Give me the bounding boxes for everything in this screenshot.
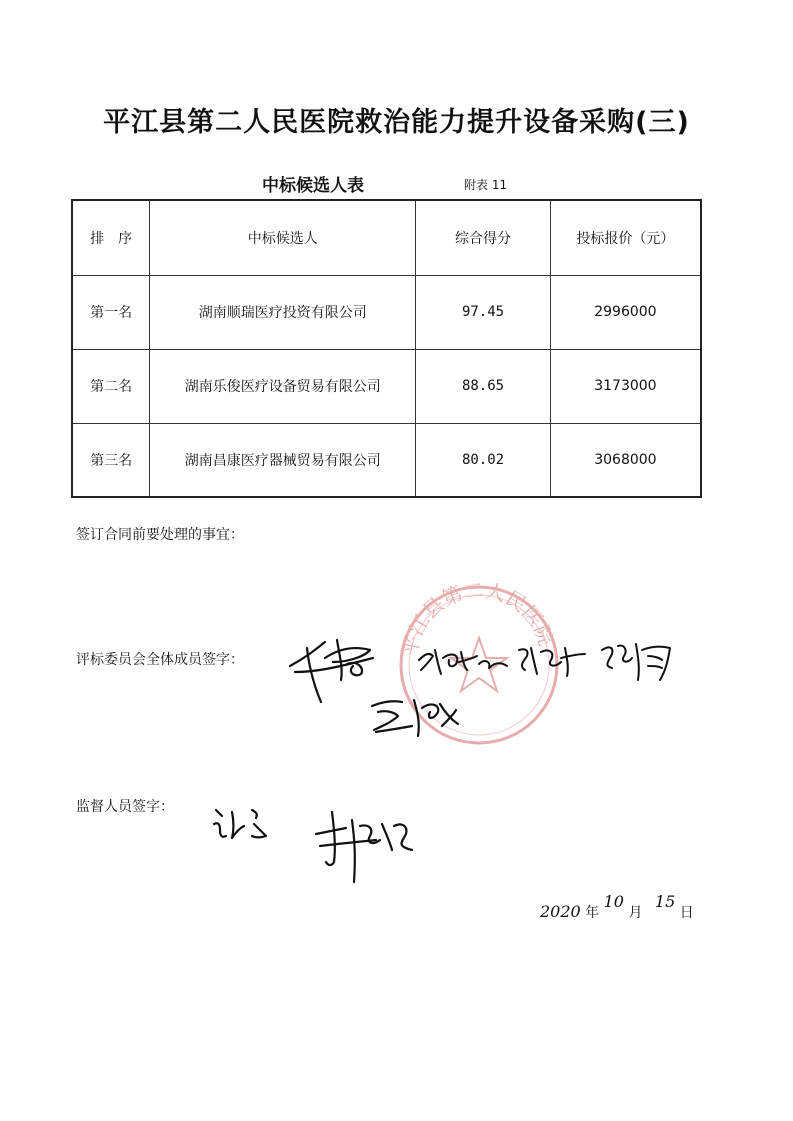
candidate-table	[71, 199, 702, 498]
company-cell: 湖南昌康医疗器械贸易有限公司	[150, 423, 416, 497]
header-price: 投标报价（元）	[550, 200, 701, 275]
rank-cell: 第二名	[72, 349, 150, 423]
date-year-unit: 年	[585, 905, 600, 921]
score-cell: 97.45	[416, 275, 551, 349]
header-score: 综合得分	[416, 200, 551, 275]
price-cell: 2996000	[550, 275, 701, 349]
committee-signature-5	[368, 690, 463, 740]
table-row	[72, 423, 701, 497]
header-candidate: 中标候选人	[150, 200, 416, 275]
supervisor-signature-1	[210, 800, 280, 845]
rank-cell: 第三名	[72, 423, 150, 497]
committee-signature-3	[515, 640, 590, 680]
page-title: 平江县第二人民医院救治能力提升设备采购(三)	[103, 107, 690, 138]
attachment-label: 附表 11	[464, 178, 508, 192]
date-day: 15	[654, 892, 676, 911]
table-row	[72, 349, 701, 423]
signing-date	[540, 892, 694, 922]
date-month: 10	[603, 892, 624, 911]
company-cell: 湖南顺瑞医疗投资有限公司	[150, 275, 416, 349]
committee-signature-4	[598, 636, 678, 686]
score-cell: 88.65	[416, 349, 551, 423]
date-month-unit: 月	[628, 905, 643, 921]
table-row	[72, 275, 701, 349]
date-year: 2020	[540, 902, 581, 921]
committee-signature-1	[285, 628, 380, 708]
table-subtitle: 中标候选人表	[262, 176, 364, 196]
price-cell: 3173000	[550, 349, 701, 423]
matters-label: 签订合同前要处理的事宜：	[76, 527, 244, 543]
committee-signature-2	[415, 640, 515, 680]
committee-signature-label: 评标委员会全体成员签字：	[76, 652, 244, 668]
table-header-row	[72, 200, 701, 275]
supervisor-signature-2	[312, 806, 422, 886]
score-cell: 80.02	[416, 423, 551, 497]
rank-cell: 第一名	[72, 275, 150, 349]
supervisor-signature-label: 监督人员签字：	[76, 799, 174, 815]
price-cell: 3068000	[550, 423, 701, 497]
date-day-unit: 日	[679, 905, 694, 921]
seal-text: 平江县第二人民医院	[397, 580, 559, 658]
company-cell: 湖南乐俊医疗设备贸易有限公司	[150, 349, 416, 423]
header-rank: 排 序	[72, 200, 150, 275]
